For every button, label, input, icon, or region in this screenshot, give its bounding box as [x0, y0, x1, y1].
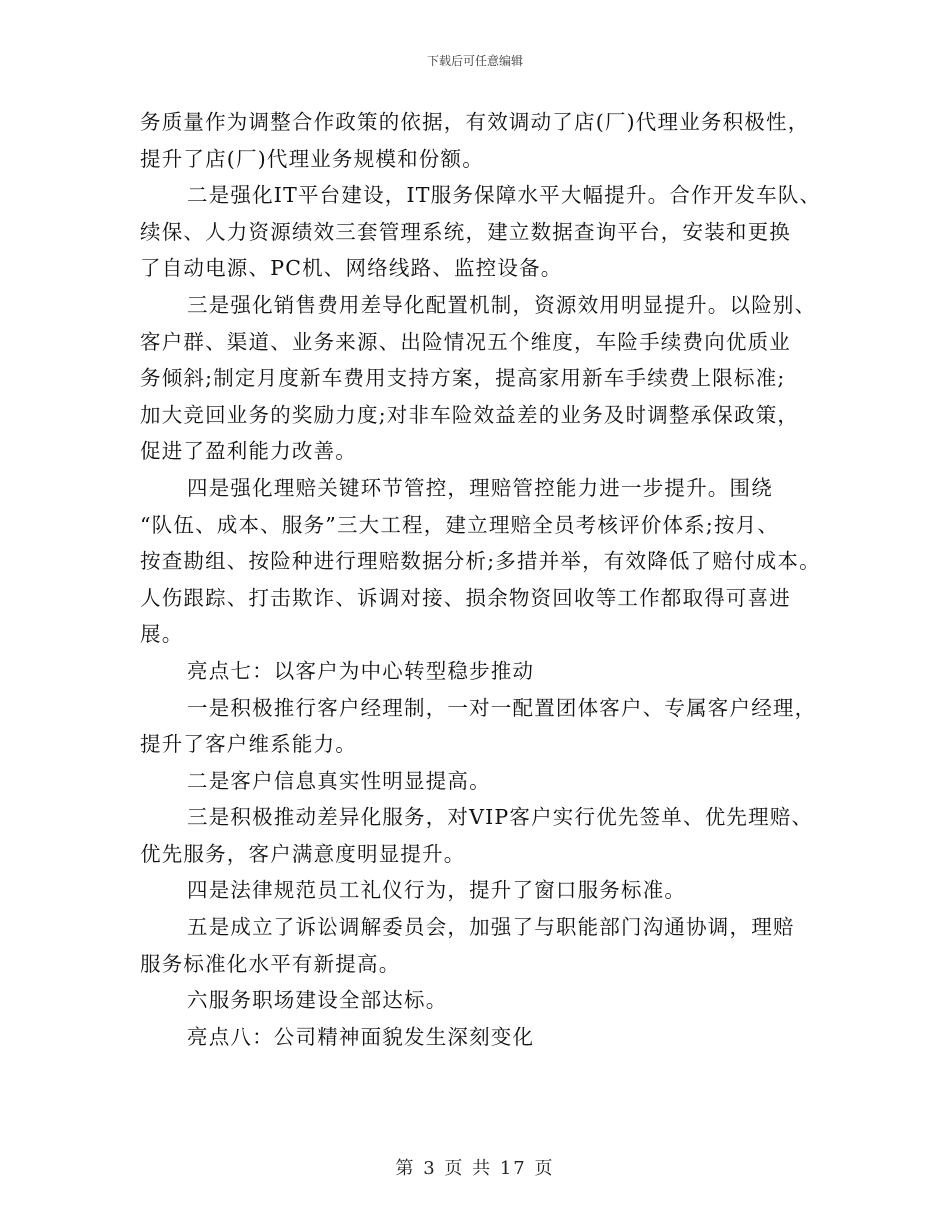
text-line: 按查勘组、按险种进行理赔数据分析;多措并举，有效降低了赔付成本。	[140, 549, 821, 574]
page-number: 第 3 页 共 17 页	[395, 1158, 555, 1179]
text-line: 务倾斜;制定月度新车费用支持方案，提高家用新车手续费上限标准;	[140, 366, 786, 391]
paragraph-start: 四是法律规范员工礼仪行为，提升了窗口服务标准。	[187, 878, 687, 903]
section-heading: 亮点七：以客户为中心转型稳步推动	[187, 658, 535, 683]
text-line: 客户群、渠道、业务来源、出险情况五个维度，车险手续费向优质业	[140, 329, 791, 354]
paragraph-start: 三是积极推动差异化服务，对VIP客户实行优先签单、优先理赔、	[187, 805, 814, 830]
text-line: 优先服务，客户满意度明显提升。	[140, 841, 466, 866]
paragraph-start: 五是成立了诉讼调解委员会，加强了与职能部门沟通协调，理赔	[187, 915, 795, 940]
text-line: 服务标准化水平有新提高。	[140, 951, 401, 976]
section-heading: 亮点八：公司精神面貌发生深刻变化	[187, 1024, 535, 1049]
paragraph-start: 一是积极推行客户经理制，一对一配置团体客户、专属客户经理，	[187, 695, 817, 720]
text-line: 提升了客户维系能力。	[140, 732, 357, 757]
page-header: 下载后可任意编辑	[426, 54, 523, 68]
paragraph-start: 三是强化销售费用差导化配置机制，资源效用明显提升。以险别、	[187, 292, 817, 317]
text-line: 务质量作为调整合作政策的依据，有效调动了店(厂)代理业务积极性，	[140, 110, 810, 134]
paragraph-start: 六服务职场建设全部达标。	[187, 988, 448, 1013]
text-line: 加大竞回业务的奖励力度;对非车险效益差的业务及时调整承保政策，	[140, 402, 800, 427]
text-line: 了自动电源、PC机、网络线路、监控设备。	[140, 256, 563, 281]
text-line: 提升了店(厂)代理业务规模和份额。	[140, 146, 484, 171]
paragraph-start: 二是客户信息真实性明显提高。	[187, 768, 491, 793]
text-line: 促进了盈利能力改善。	[140, 439, 357, 464]
paragraph-start: 四是强化理赔关键环节管控，理赔管控能力进一步提升。围绕	[187, 475, 773, 500]
document-body	[140, 104, 840, 1055]
paragraph-start: 二是强化IT平台建设，IT服务保障水平大幅提升。合作开发车队、	[187, 183, 822, 208]
text-line: 续保、人力资源绩效三套管理系统，建立数据查询平台，安装和更换	[140, 219, 791, 244]
text-line: 人伤跟踪、打击欺诈、诉调对接、损余物资回收等工作都取得可喜进	[140, 585, 791, 610]
text-line: “队伍、成本、服务”三大工程，建立理赔全员考核评价体系;按月、	[140, 512, 780, 537]
text-line: 展。	[140, 622, 184, 647]
